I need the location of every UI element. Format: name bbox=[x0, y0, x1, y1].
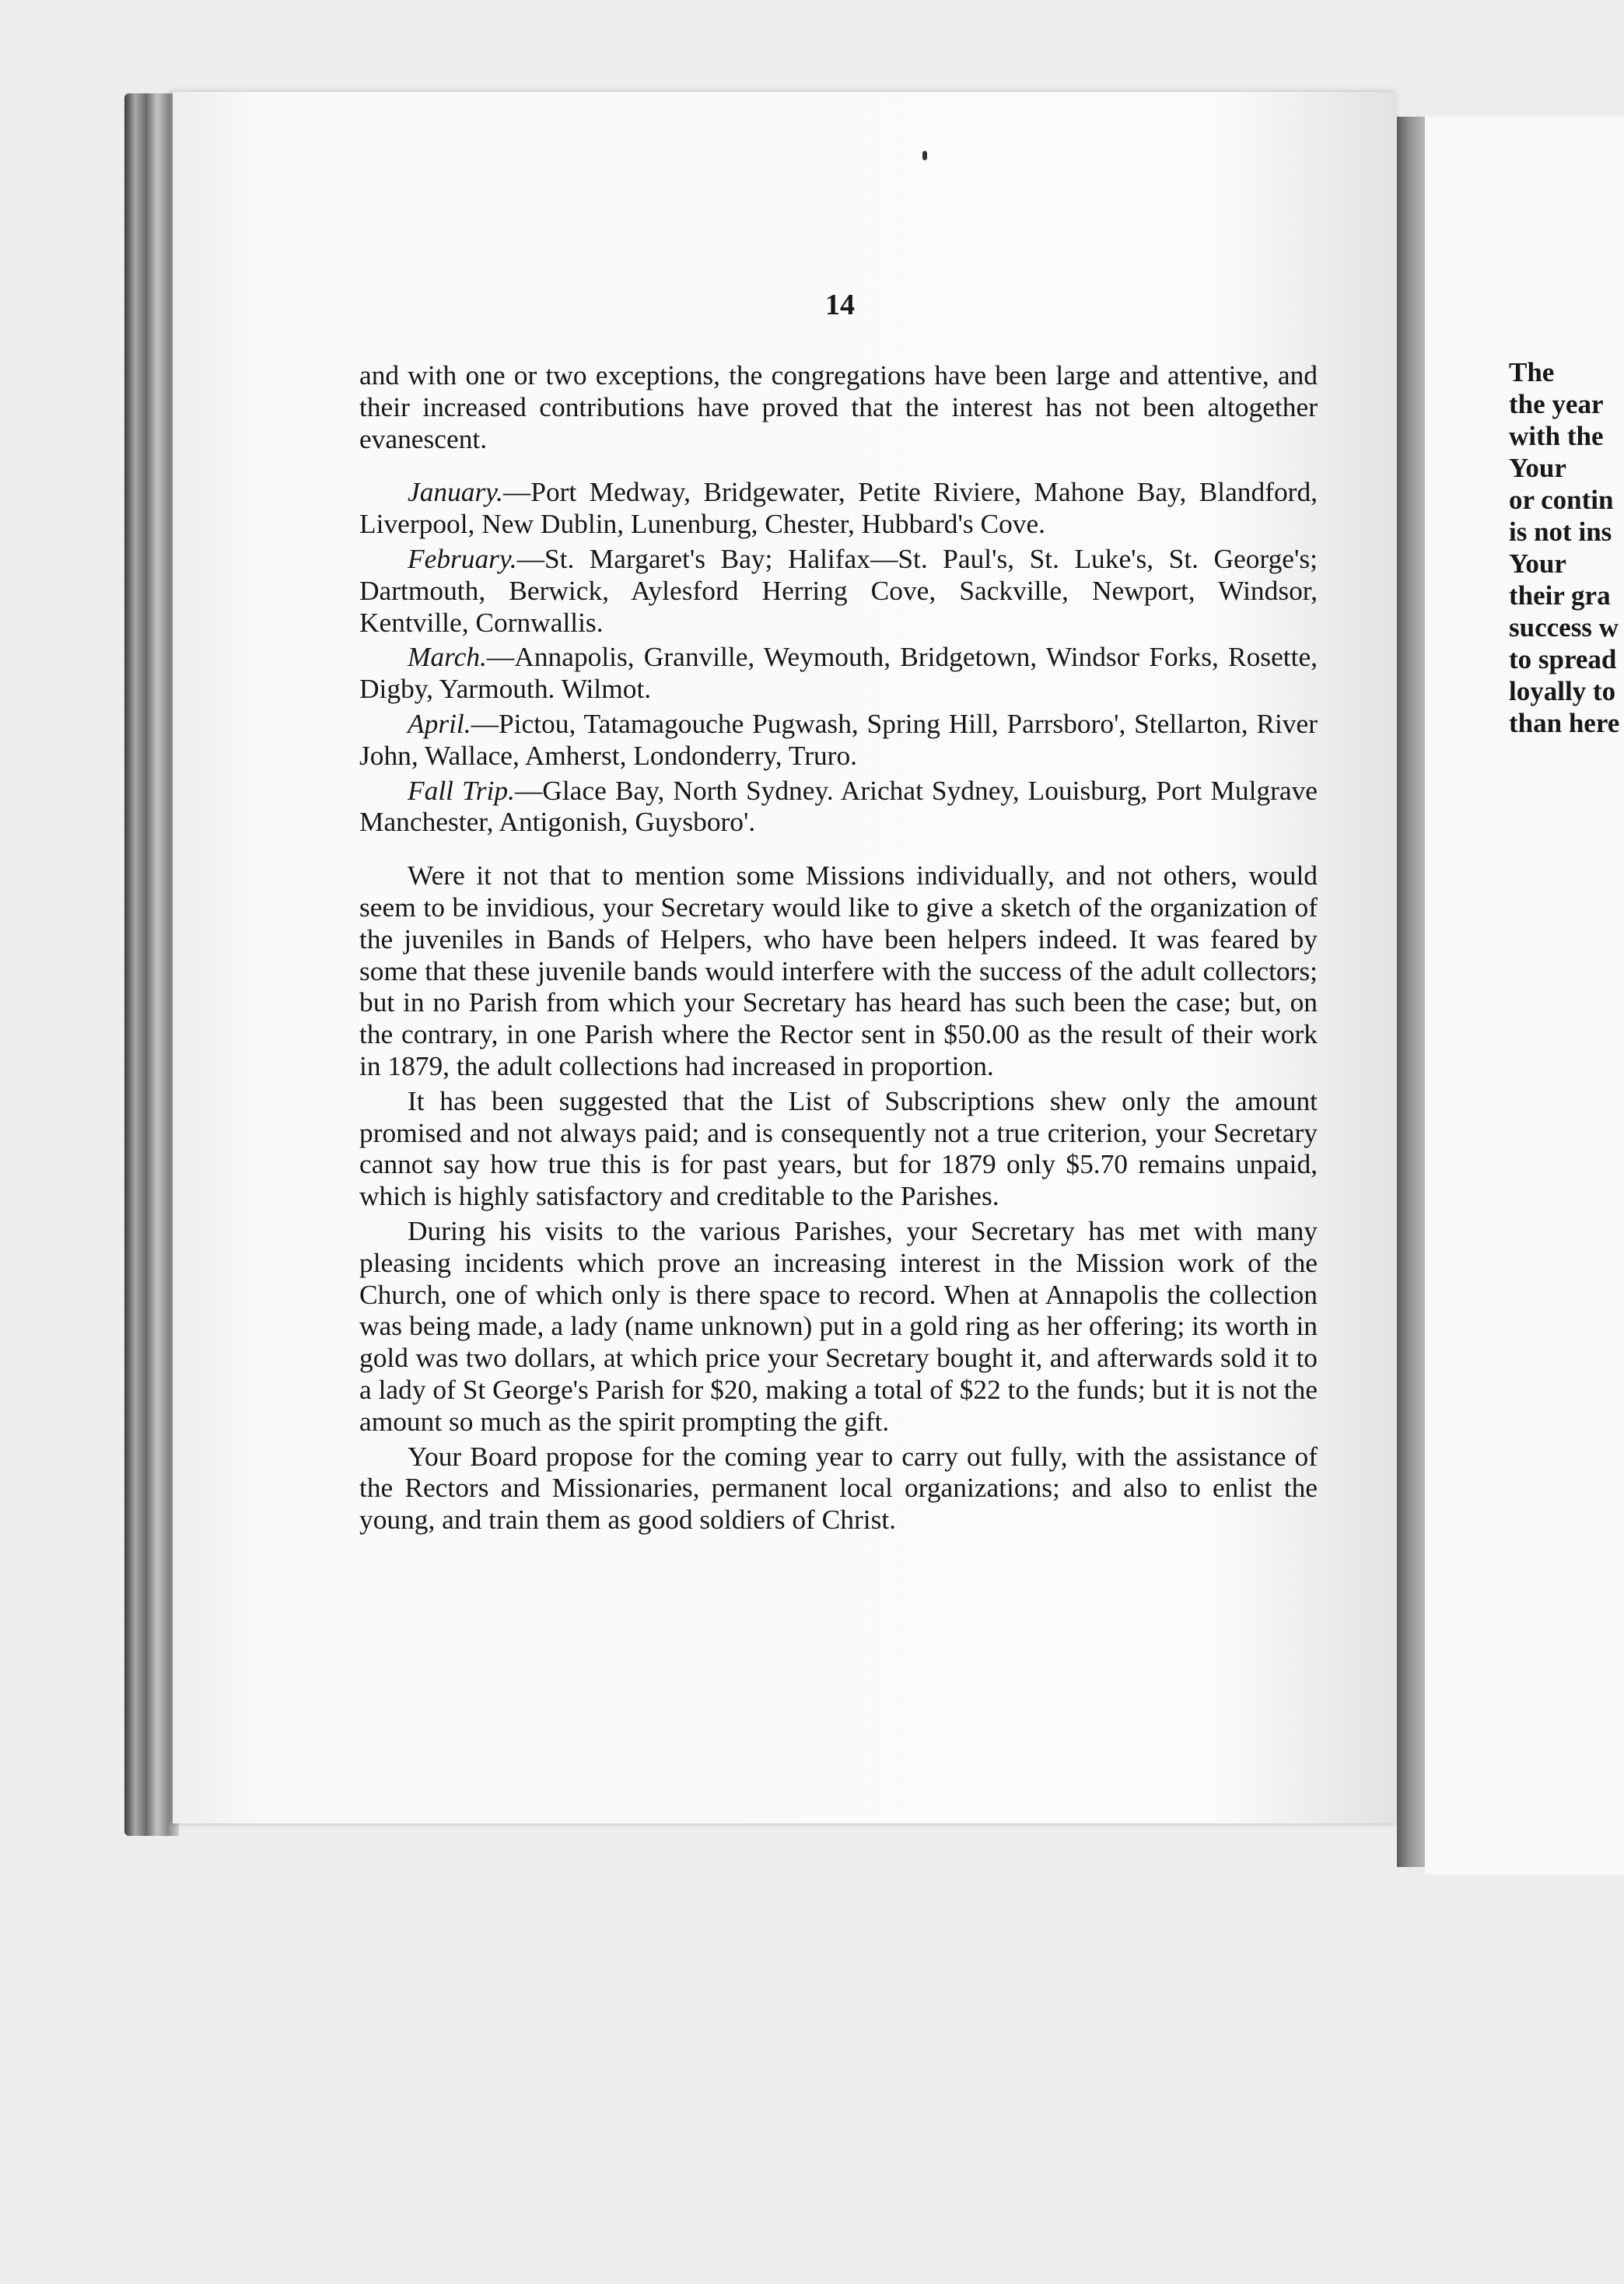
month-label: Fall Trip. bbox=[408, 774, 515, 806]
paragraph-visits: During his visits to the various Parishes, your Secretary has met with many pleasing incidents which prove an increasing interest in the Mission work of the Church, one of which only is there space to record. When at Annapolis the collection was being made, a lady (name unknown) put in a gold ring as her offering; its worth in gold was two dollars, at which price your Secretary bought it, and afterwards sold it to a lady of St George's Parish for $20, making a total of $22 to the funds; but it is not the amount so much as the spirit prompting the gift. bbox=[359, 1214, 1318, 1437]
itinerary-march: March.—Annapolis, Granville, Weymouth, Bridgetown, Windsor Forks, Rosette, Digby, Yarmouth. Wilmot. bbox=[359, 641, 1318, 705]
paragraph-intro: and with one or two exceptions, the congregations have been large and attentive, and their increased contributions have proved that the interest has not been altogether evanescent. bbox=[359, 359, 1318, 454]
paragraph-bands-of-helpers: Were it not that to mention some Missions individually, and not others, would seem to be invidious, your Secretary would like to give a sketch of the organization of the juveniles in Bands of Helpers, who have been helpers indeed. It was feared by some that these juvenile bands would interfere with the success of the adult collectors; but in no Parish from which your Secretary has heard has such been the case; but, on the contrary, in one Parish where the Rector sent in $50.00 as the result of their work in 1879, the adult collections had increased in proportion. bbox=[359, 860, 1318, 1081]
month-label: March. bbox=[408, 641, 487, 673]
facing-page-text bbox=[1509, 356, 1624, 739]
facing-line: Your bbox=[1509, 453, 1566, 483]
page-number: 14 bbox=[825, 289, 855, 321]
itinerary-fall-trip: Fall Trip.—Glace Bay, North Sydney. Arichat Sydney, Louisburg, Port Mulgrave Manchester, Antigonish, Guysboro'. bbox=[359, 774, 1318, 838]
facing-line: the year bbox=[1509, 389, 1604, 419]
facing-line: with the bbox=[1509, 421, 1604, 451]
body-text bbox=[359, 359, 1318, 1536]
book-page-edges bbox=[124, 93, 179, 1836]
itinerary-january: January.—Port Medway, Bridgewater, Petite Riviere, Mahone Bay, Blandford, Liverpool, New Dublin, Lunenburg, Chester, Hubbard's Cove. bbox=[359, 476, 1318, 540]
paragraph-board-proposal: Your Board propose for the coming year to carry out fully, with the assistance of the Rectors and Missionaries, permanent local organizations; and also to enlist the young, and train them as good soldiers of Christ. bbox=[359, 1440, 1318, 1536]
facing-line: Your bbox=[1509, 548, 1566, 579]
facing-line: is not ins bbox=[1509, 517, 1612, 547]
facing-line: loyally to bbox=[1509, 676, 1616, 706]
itinerary-april: April.—Pictou, Tatamagouche Pugwash, Spring Hill, Parrsboro', Stellarton, River John, Wallace, Amherst, Londonderry, Truro. bbox=[359, 707, 1318, 771]
facing-line: The bbox=[1509, 357, 1555, 387]
month-label: April. bbox=[408, 707, 471, 739]
facing-line: success w bbox=[1509, 612, 1619, 643]
facing-line: or contin bbox=[1509, 485, 1614, 515]
month-label: January. bbox=[408, 476, 503, 508]
facing-line: than here bbox=[1509, 708, 1620, 738]
month-label: February. bbox=[408, 542, 517, 574]
ink-speck bbox=[922, 151, 927, 160]
book-gutter bbox=[1397, 117, 1425, 1867]
facing-line: their gra bbox=[1509, 580, 1611, 611]
paragraph-subscriptions: It has been suggested that the List of Subscriptions shew only the amount promised and not always paid; and is consequently not a true criterion, your Secretary cannot say how true this is for past years, but for 1879 only $5.70 remains unpaid, which is highly satisfactory and creditable to the Parishes. bbox=[359, 1084, 1318, 1212]
facing-line: to spread bbox=[1509, 644, 1617, 674]
itinerary-february: February.—St. Margaret's Bay; Halifax—St. Paul's, St. Luke's, St. George's; Dartmouth, Berwick, Aylesford Herring Cove, Sackville, Newport, Windsor, Kentville, Cornwallis. bbox=[359, 542, 1318, 638]
